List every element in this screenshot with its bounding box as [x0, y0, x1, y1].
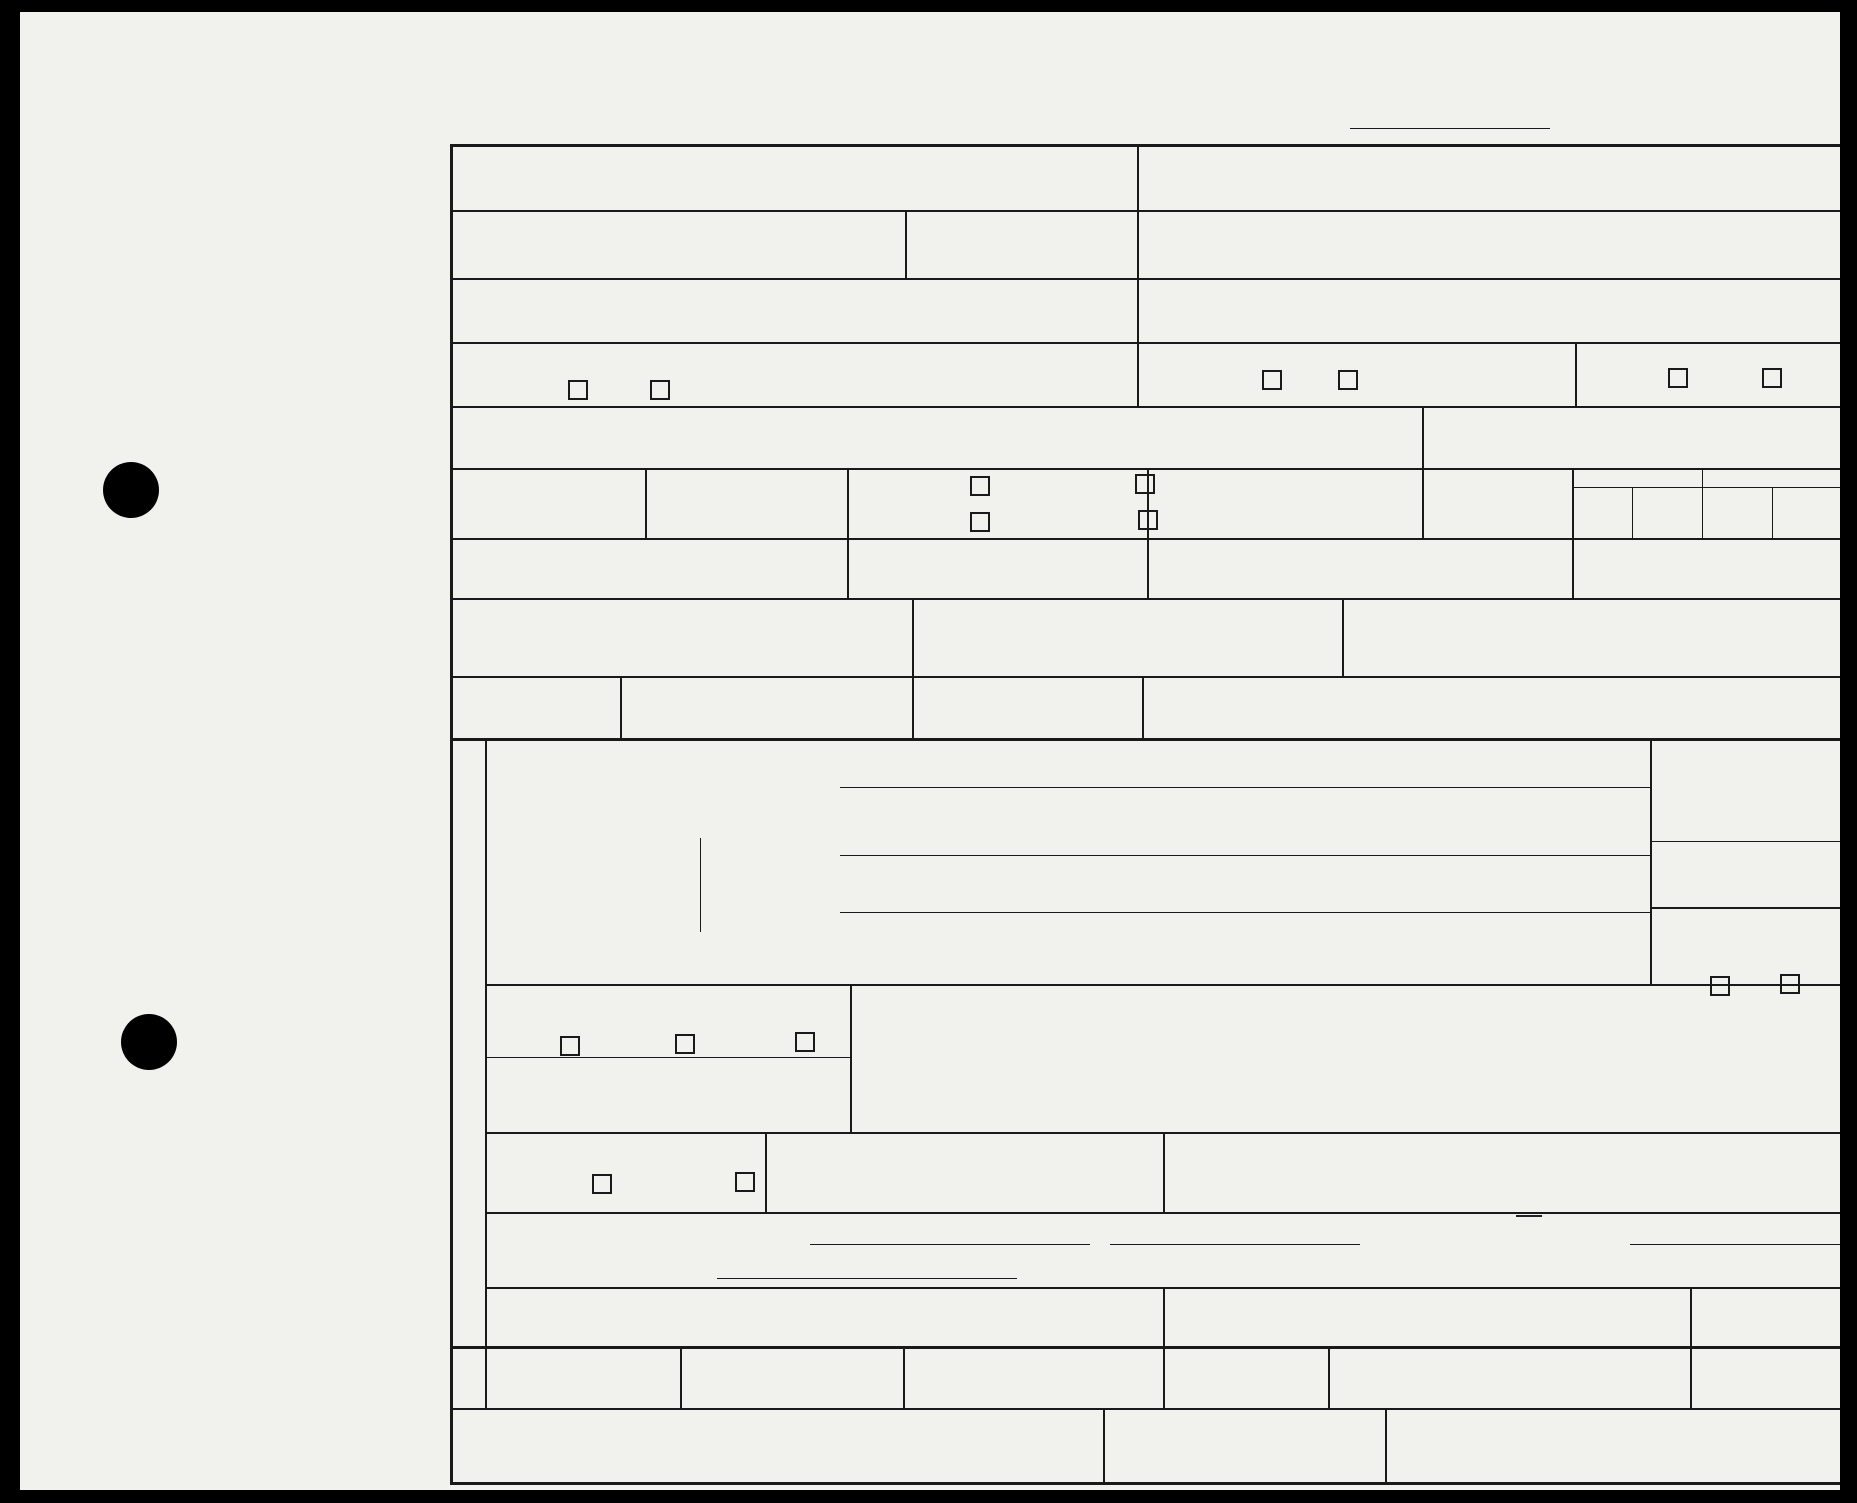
- line-row3: [450, 342, 1840, 344]
- checkbox-accident[interactable]: [560, 1036, 580, 1056]
- bracket-conditions: [700, 838, 701, 932]
- divider-informant: [1142, 676, 1144, 738]
- divider-mother: [912, 598, 914, 738]
- divider-registrar: [1385, 1408, 1387, 1482]
- checkbox-divorced[interactable]: [1138, 510, 1158, 530]
- divider-date: [1422, 406, 1424, 538]
- divider-sex: [645, 468, 647, 538]
- checkbox-inside-city-no[interactable]: [650, 380, 670, 400]
- line-row-injury: [485, 984, 1840, 986]
- divider-recd: [1103, 1408, 1105, 1482]
- divider-injury: [850, 984, 852, 1132]
- line-under1: [1572, 487, 1840, 488]
- strikeout-her: [1516, 1215, 1542, 1217]
- state-file-underline: [1350, 128, 1550, 129]
- checkbox-not-while-at-work[interactable]: [735, 1172, 755, 1192]
- form-border-top: [450, 144, 1840, 147]
- line-death-time: [717, 1278, 1017, 1279]
- divider-business: [847, 538, 849, 598]
- line-cause-a: [840, 787, 1650, 788]
- line-attend-to: [1110, 1244, 1360, 1245]
- punch-hole-top: [103, 462, 159, 518]
- certificate-page: [20, 12, 1840, 1490]
- checkbox-res-farm-no[interactable]: [1762, 368, 1782, 388]
- line-row6: [450, 538, 1840, 540]
- divider-cemetery: [903, 1346, 905, 1408]
- line-funeral-top: [450, 1408, 1840, 1410]
- checkbox-never-married[interactable]: [1135, 474, 1155, 494]
- divider-city: [1163, 1132, 1165, 1212]
- divider-farm: [1575, 342, 1577, 406]
- divider-stay: [905, 210, 907, 278]
- checkbox-autopsy-yes[interactable]: [1710, 976, 1730, 996]
- line-row7: [450, 598, 1840, 600]
- line-attend-from: [810, 1244, 1090, 1245]
- divider-spouse: [1342, 598, 1344, 676]
- checkbox-while-at-work[interactable]: [592, 1174, 612, 1194]
- line-autopsy: [1650, 907, 1840, 909]
- divider-armed: [620, 676, 622, 738]
- line-row4: [450, 406, 1840, 408]
- line-row1: [450, 210, 1840, 212]
- line-row2: [450, 278, 1840, 280]
- divider-medical-side: [485, 738, 487, 1408]
- divider-race: [847, 468, 849, 538]
- form-border-bottom: [450, 1482, 1840, 1485]
- line-alive-on: [1630, 1244, 1840, 1245]
- line-interval-a: [1650, 841, 1840, 842]
- line-medical-top: [450, 738, 1840, 741]
- divider-place: [765, 1132, 767, 1212]
- checkbox-res-inside-yes[interactable]: [1262, 370, 1282, 390]
- checkbox-suicide[interactable]: [675, 1034, 695, 1054]
- line-cause-c: [840, 912, 1650, 913]
- divider-days: [1702, 468, 1703, 538]
- line-row-attend: [485, 1212, 1840, 1214]
- checkbox-widowed[interactable]: [970, 512, 990, 532]
- divider-months: [1632, 487, 1633, 538]
- divider-residence: [1137, 144, 1139, 406]
- checkbox-res-inside-no[interactable]: [1338, 370, 1358, 390]
- checkbox-inside-city-yes[interactable]: [568, 380, 588, 400]
- line-row8: [450, 676, 1840, 678]
- checkbox-autopsy-no[interactable]: [1780, 974, 1800, 994]
- checkbox-res-farm-yes[interactable]: [1668, 368, 1688, 388]
- divider-burial-date: [680, 1346, 682, 1408]
- line-cause-b: [840, 855, 1650, 856]
- line-burial-top: [450, 1346, 1840, 1349]
- checkbox-homicide[interactable]: [795, 1032, 815, 1052]
- punch-hole-bottom: [121, 1014, 177, 1070]
- divider-interval: [1650, 738, 1652, 984]
- line-row5: [450, 468, 1840, 470]
- divider-location: [1328, 1346, 1330, 1408]
- checkbox-married[interactable]: [970, 476, 990, 496]
- line-injury-time: [485, 1057, 850, 1058]
- divider-hours: [1772, 487, 1773, 538]
- form-border-left: [450, 144, 453, 1484]
